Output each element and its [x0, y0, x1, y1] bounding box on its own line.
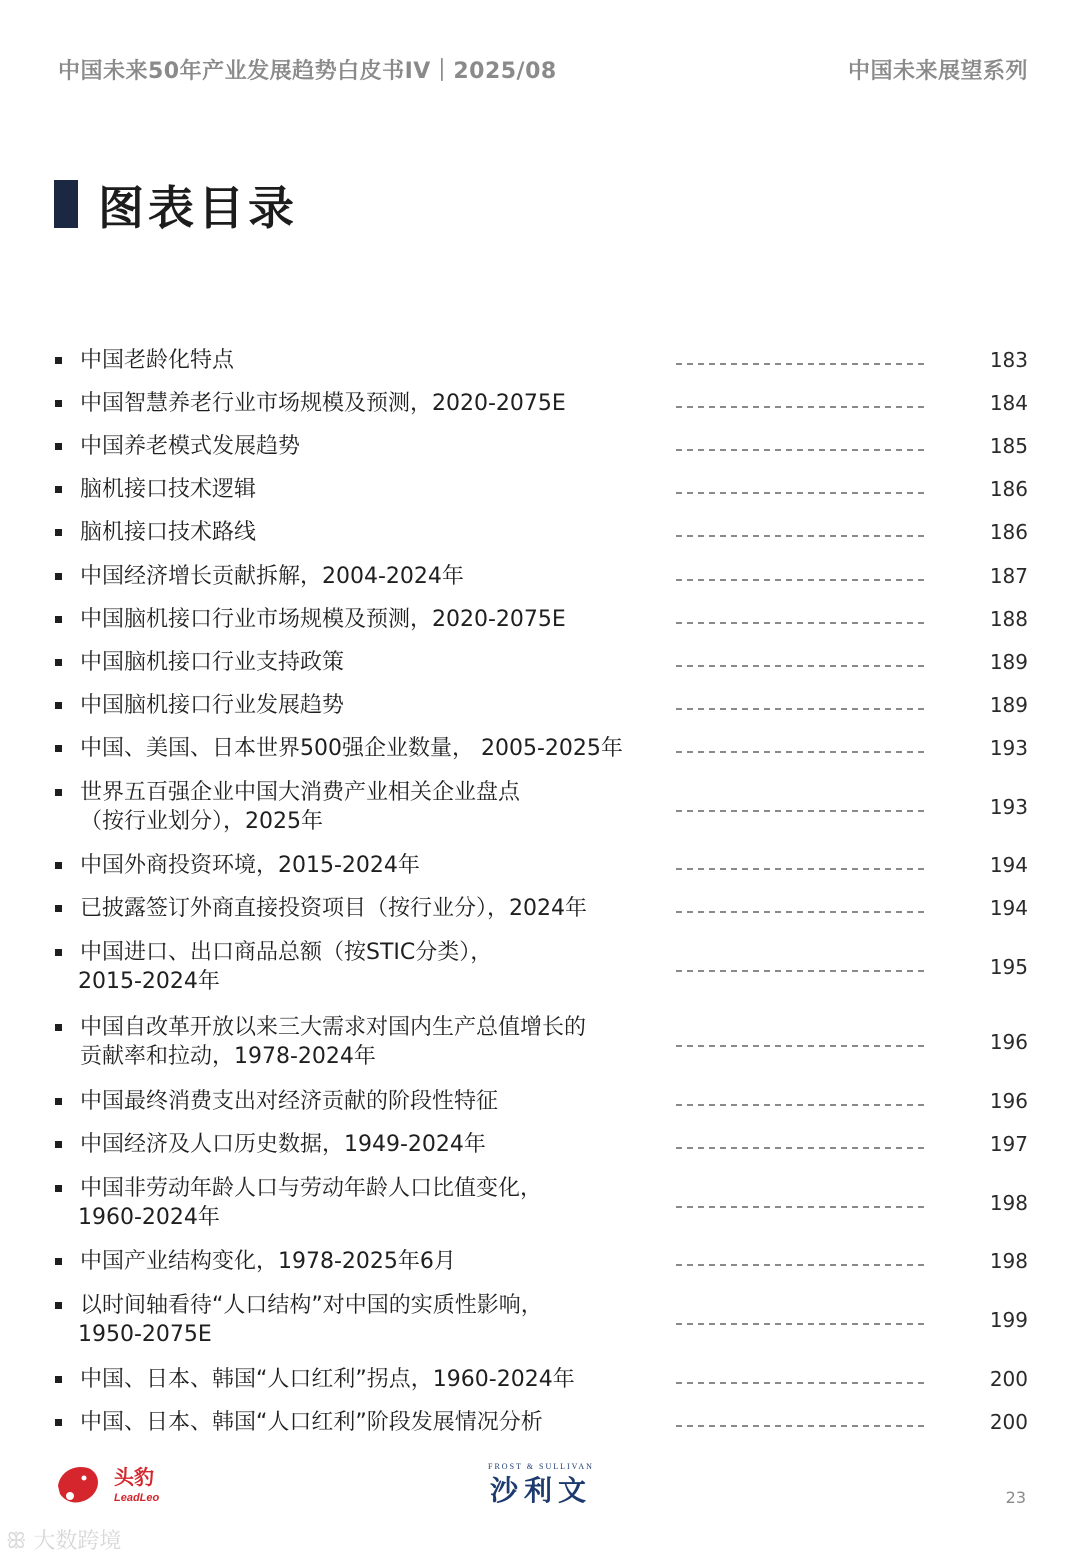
toc-bullet — [55, 949, 62, 956]
toc-leader-dots — [676, 1147, 928, 1149]
toc-page-number: 195 — [989, 955, 1028, 979]
header-left-title: 中国未来50年产业发展趋势白皮书IV｜2025/08 — [58, 59, 557, 84]
toc-leader-dots — [676, 622, 928, 624]
toc-leader-dots — [676, 708, 928, 710]
toc-page-number: 187 — [989, 564, 1028, 588]
toc-item-title — [80, 1408, 670, 1437]
toc-item-title — [80, 734, 670, 763]
toc-bullet — [55, 573, 62, 580]
toc-item[interactable] — [0, 1365, 1080, 1405]
toc-leader-dots — [676, 363, 928, 365]
toc-item-title-line: 中国养老模式发展趋势 — [80, 434, 301, 459]
toc-bullet — [55, 1024, 62, 1031]
toc-item[interactable] — [0, 1087, 1080, 1127]
toc-leader-dots — [676, 665, 928, 667]
toc-leader-dots — [676, 810, 928, 812]
toc-item-title — [80, 605, 670, 634]
toc-leader-dots — [676, 579, 928, 581]
toc-item-title — [80, 562, 670, 591]
leopard-head-icon — [58, 1467, 98, 1503]
leadleo-logo — [54, 1458, 174, 1508]
toc-leader-dots — [676, 1323, 928, 1325]
toc-item-title — [80, 851, 670, 880]
toc-item[interactable] — [0, 1408, 1080, 1448]
toc-bullet — [55, 616, 62, 623]
toc-bullet — [55, 443, 62, 450]
toc-page-number: 198 — [989, 1191, 1028, 1215]
toc-item[interactable] — [0, 938, 1080, 994]
toc-bullet — [55, 702, 62, 709]
toc-item-title-line: 中国老龄化特点 — [80, 348, 235, 373]
toc-item[interactable] — [0, 475, 1080, 515]
toc-bullet — [55, 905, 62, 912]
toc-item[interactable] — [0, 648, 1080, 688]
toc-item-title-line: 中国、日本、韩国“人口红利”阶段发展情况分析 — [80, 1410, 543, 1435]
toc-page-number: 188 — [989, 607, 1028, 631]
toc-leader-dots — [676, 1206, 928, 1208]
toc-item-title-line: 脑机接口技术逻辑 — [80, 477, 257, 502]
toc-item-title — [80, 648, 670, 677]
toc-item[interactable] — [0, 1174, 1080, 1230]
toc-item-title-line: 1960-2024年 — [78, 1205, 220, 1230]
toc-page-number: 183 — [989, 348, 1028, 372]
toc-bullet — [55, 1141, 62, 1148]
toc-item-title-line: 中国最终消费支出对经济贡献的阶段性特征 — [80, 1089, 499, 1114]
toc-item[interactable] — [0, 851, 1080, 891]
toc-leader-dots — [676, 868, 928, 870]
toc-item-title-line: 中国经济增长贡献拆解，2004-2024年 — [80, 564, 464, 589]
toc-item-title-line: 1950-2075E — [78, 1322, 212, 1347]
toc-item-title — [80, 894, 670, 923]
toc-leader-dots — [676, 1425, 928, 1427]
toc-item-title-line: 贡献率和拉动，1978-2024年 — [80, 1044, 376, 1069]
svg-text:头豹: 头豹 — [114, 1467, 154, 1489]
toc-leader-dots — [676, 535, 928, 537]
svg-text:FROST & SULLIVAN: FROST & SULLIVAN — [488, 1462, 594, 1471]
toc-page-number: 200 — [989, 1367, 1028, 1391]
toc-item-title-line: 已披露签订外商直接投资项目（按行业分），2024年 — [80, 896, 587, 921]
toc-item[interactable] — [0, 778, 1080, 834]
toc-page-number: 199 — [989, 1308, 1028, 1332]
toc-page-number: 197 — [989, 1132, 1028, 1156]
svg-text:LeadLeo: LeadLeo — [114, 1492, 160, 1504]
toc-item-title-line: 中国脑机接口行业市场规模及预测，2020-2075E — [80, 607, 566, 632]
toc-item-title — [80, 691, 670, 720]
toc-item[interactable] — [0, 1291, 1080, 1347]
toc-item[interactable] — [0, 691, 1080, 731]
toc-leader-dots — [676, 1264, 928, 1266]
toc-page-number: 200 — [989, 1410, 1028, 1434]
toc-bullet — [55, 1419, 62, 1426]
toc-item-title-line: 中国自改革开放以来三大需求对国内生产总值增长的 — [80, 1015, 587, 1040]
toc-bullet — [55, 745, 62, 752]
toc-item-title-line: 脑机接口技术路线 — [80, 520, 257, 545]
watermark-text: ꕥ 大数跨境 — [6, 1529, 122, 1554]
toc-item[interactable] — [0, 894, 1080, 934]
toc-page-number: 184 — [989, 391, 1028, 415]
toc-item-title — [80, 1013, 670, 1071]
svg-text:沙利文: 沙利文 — [489, 1474, 593, 1507]
toc-bullet — [55, 1258, 62, 1265]
toc-leader-dots — [676, 492, 928, 494]
toc-item-title-line: 中国产业结构变化，1978-2025年6月 — [80, 1249, 456, 1274]
toc-item-title — [80, 1087, 670, 1116]
toc-leader-dots — [676, 1382, 928, 1384]
toc-item-title — [80, 1365, 670, 1394]
toc-item-title-line: 中国进口、出口商品总额（按STIC分类）， — [80, 940, 493, 965]
toc-page-number: 198 — [989, 1249, 1028, 1273]
toc-leader-dots — [676, 970, 928, 972]
toc-item-title-line: 中国智慧养老行业市场规模及预测，2020-2075E — [80, 391, 566, 416]
toc-item-title-line: 中国外商投资环境，2015-2024年 — [80, 853, 420, 878]
toc-page-number: 194 — [989, 853, 1028, 877]
toc-bullet — [55, 862, 62, 869]
toc-item[interactable] — [0, 432, 1080, 472]
toc-item[interactable] — [0, 1247, 1080, 1287]
toc-page-number: 185 — [989, 434, 1028, 458]
toc-item-title-line: 以时间轴看待“人口结构”对中国的实质性影响， — [80, 1293, 543, 1318]
toc-bullet — [55, 529, 62, 536]
toc-item-title-line: 中国脑机接口行业支持政策 — [80, 650, 345, 675]
toc-item-title-line: 2015-2024年 — [78, 969, 220, 994]
toc-item-title-line: （按行业划分），2025年 — [80, 809, 323, 834]
page-title: 图表目录 — [98, 181, 298, 235]
title-accent-bar — [54, 180, 78, 228]
toc-item[interactable] — [0, 346, 1080, 386]
toc-page-number: 194 — [989, 896, 1028, 920]
toc-item-title-line: 中国非劳动年龄人口与劳动年龄人口比值变化， — [80, 1176, 543, 1201]
toc-item-title — [80, 938, 670, 996]
toc-item-title — [80, 1130, 670, 1159]
toc-bullet — [55, 1098, 62, 1105]
toc-item-title — [80, 1291, 670, 1349]
toc-item[interactable] — [0, 605, 1080, 645]
toc-item-title — [80, 1174, 670, 1232]
page-number: 23 — [1005, 1488, 1026, 1507]
toc-item[interactable] — [0, 389, 1080, 429]
toc-item-title — [80, 518, 670, 547]
toc-item-title — [80, 389, 670, 418]
toc-item-title — [80, 346, 670, 375]
toc-item-title-line: 中国、美国、日本世界500强企业数量， 2005-2025年 — [80, 736, 623, 761]
toc-item-title-line: 中国、日本、韩国“人口红利”拐点，1960-2024年 — [80, 1367, 575, 1392]
toc-bullet — [55, 400, 62, 407]
watermark-logo-icon: ꕥ — [6, 1529, 34, 1554]
toc-item-title — [80, 778, 670, 836]
toc-item-title-line: 中国经济及人口历史数据，1949-2024年 — [80, 1132, 486, 1157]
toc-leader-dots — [676, 1104, 928, 1106]
toc-page-number: 189 — [989, 650, 1028, 674]
toc-item[interactable] — [0, 518, 1080, 558]
toc-leader-dots — [676, 751, 928, 753]
toc-leader-dots — [676, 406, 928, 408]
toc-page-number: 193 — [989, 736, 1028, 760]
toc-page-number: 196 — [989, 1089, 1028, 1113]
toc-page-number: 189 — [989, 693, 1028, 717]
toc-item[interactable] — [0, 1130, 1080, 1170]
toc-page-number: 186 — [989, 477, 1028, 501]
toc-item-title-line: 中国脑机接口行业发展趋势 — [80, 693, 345, 718]
toc-item[interactable] — [0, 734, 1080, 774]
header-series-name: 中国未来展望系列 — [847, 59, 1028, 84]
toc-bullet — [55, 659, 62, 666]
toc-leader-dots — [676, 911, 928, 913]
toc-item-title — [80, 432, 670, 461]
toc-item-title-line: 世界五百强企业中国大消费产业相关企业盘点 — [80, 780, 521, 805]
frost-sullivan-logo — [466, 1458, 616, 1510]
toc-bullet — [55, 357, 62, 364]
toc-bullet — [55, 789, 62, 796]
toc-item-title — [80, 1247, 670, 1276]
toc-bullet — [55, 486, 62, 493]
toc-page-number: 196 — [989, 1030, 1028, 1054]
toc-item[interactable] — [0, 562, 1080, 602]
toc-leader-dots — [676, 1045, 928, 1047]
toc-item[interactable] — [0, 1013, 1080, 1069]
toc-leader-dots — [676, 449, 928, 451]
toc-bullet — [55, 1376, 62, 1383]
toc-page-number: 193 — [989, 795, 1028, 819]
toc-page-number: 186 — [989, 520, 1028, 544]
toc-bullet — [55, 1302, 62, 1309]
toc-item-title — [80, 475, 670, 504]
toc-bullet — [55, 1185, 62, 1192]
